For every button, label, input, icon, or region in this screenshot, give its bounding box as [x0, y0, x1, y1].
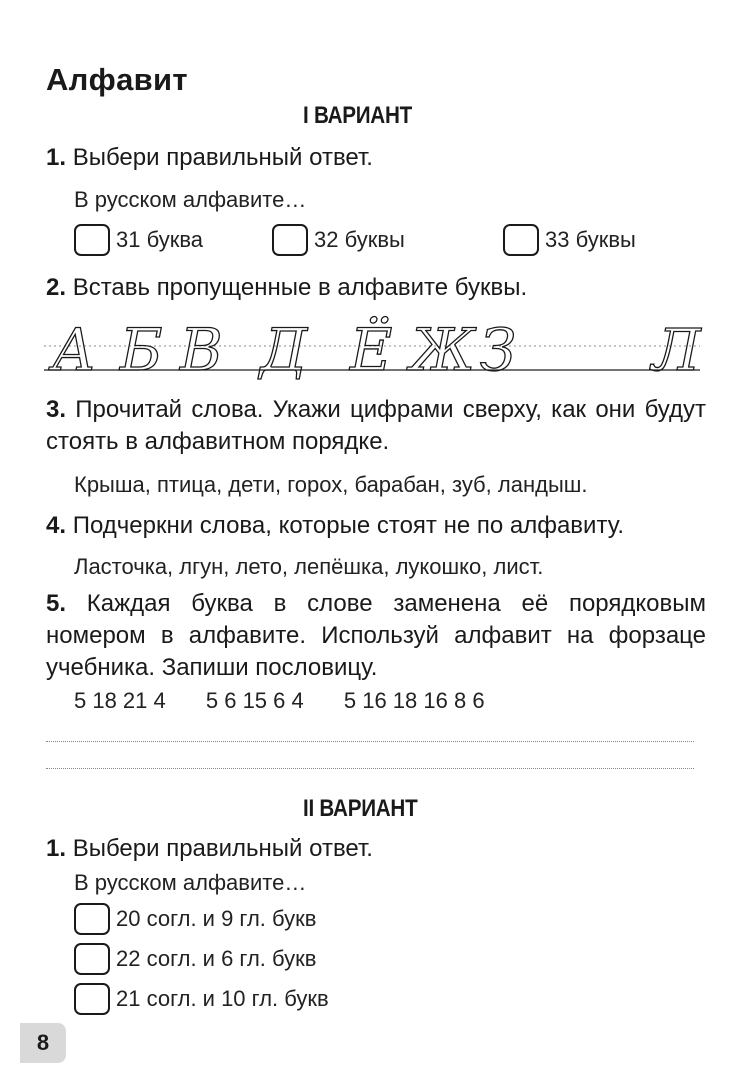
variant-2-heading: II ВАРИАНТ [303, 795, 418, 822]
v1-option-1[interactable] [74, 224, 203, 256]
v2-task1 [46, 833, 706, 865]
cursive-letter: Ж [410, 316, 476, 384]
variant-1-heading: I ВАРИАНТ [303, 102, 412, 129]
task-text: Прочитай слова. Укажи цифрами сверху, как они будут стоять в алфавитном порядке. [46, 396, 706, 455]
checkbox[interactable] [74, 224, 110, 256]
v2-option-3[interactable] [74, 983, 329, 1015]
v1-task1-prompt: В русском алфавите… [74, 187, 307, 212]
checkbox[interactable] [503, 224, 539, 256]
cursive-letter: Б [120, 316, 163, 384]
option-label: 32 буквы [314, 227, 405, 252]
v1-task4-words: Ласточка, лгун, лето, лепёшка, лукошко, лист. [74, 554, 544, 579]
answer-line[interactable] [46, 768, 694, 769]
v1-task1 [46, 142, 706, 174]
checkbox[interactable] [74, 903, 110, 935]
option-label: 22 согл. и 6 гл. букв [116, 946, 317, 971]
task-text: Каждая буква в слове заменена её порядковым номером в алфавите. Используй алфавит на форзаце учебника. Запиши пословицу. [46, 590, 707, 681]
task-number: 4. [46, 512, 67, 539]
answer-line[interactable] [46, 741, 694, 742]
option-label: 21 согл. и 10 гл. букв [116, 986, 329, 1011]
checkbox[interactable] [74, 983, 110, 1015]
code-word: 5 16 18 16 8 6 [343, 688, 485, 713]
task-number: 1. [46, 835, 67, 862]
option-label: 20 согл. и 9 гл. букв [116, 906, 317, 931]
page-number: 8 [20, 1023, 66, 1063]
code-word: 5 18 21 4 [74, 688, 166, 713]
v1-task5 [46, 588, 706, 684]
cursive-letter: Л [652, 316, 701, 384]
task-text: Вставь пропущенные в алфавите буквы. [72, 274, 528, 301]
page-title: Алфавит [46, 62, 188, 97]
task-number: 5. [46, 590, 67, 617]
v1-task4 [46, 510, 706, 542]
task-text: Выбери правильный ответ. [72, 835, 373, 862]
cursive-letter-line[interactable] [30, 300, 720, 390]
cursive-letter: Ё [350, 316, 393, 384]
v1-option-3[interactable] [503, 224, 636, 256]
cursive-letter: Д [260, 316, 308, 384]
option-label: 31 буква [116, 227, 204, 252]
task-text: Подчеркни слова, которые стоят не по алфавиту. [72, 512, 624, 539]
cursive-letter: З [480, 316, 517, 384]
task-number: 1. [46, 144, 67, 171]
checkbox[interactable] [272, 224, 308, 256]
v2-option-1[interactable] [74, 903, 316, 935]
v1-task3-words: Крыша, птица, дети, горох, барабан, зуб, ландыш. [74, 472, 588, 497]
task-number: 2. [46, 274, 67, 301]
v2-option-2[interactable] [74, 943, 316, 975]
code-word: 5 6 15 6 4 [205, 688, 304, 713]
task-number: 3. [46, 396, 67, 423]
cursive-letter: А [52, 316, 96, 384]
cursive-letter: В [180, 316, 223, 384]
v2-task1-prompt: В русском алфавите… [74, 870, 307, 895]
option-label: 33 буквы [545, 227, 636, 252]
v1-option-2[interactable] [272, 224, 405, 256]
checkbox[interactable] [74, 943, 110, 975]
task-text: Выбери правильный ответ. [72, 144, 373, 171]
v1-task3 [46, 394, 706, 458]
v1-task5-codes [74, 688, 519, 714]
